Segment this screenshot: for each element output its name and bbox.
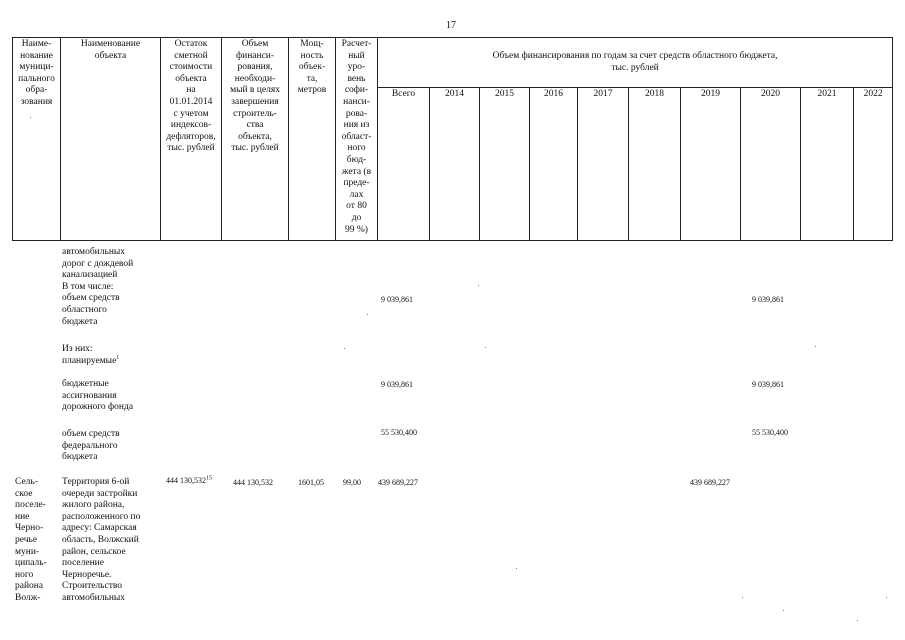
header-capacity: Мощ- ность объек- та, метров	[289, 38, 336, 241]
row-regional-budget-2020: 9 039,861	[752, 295, 784, 304]
header-year-2016: 2016	[530, 88, 578, 241]
header-year-2017: 2017	[578, 88, 629, 241]
header-year-2020: 2020	[741, 88, 801, 241]
row-planned-name: Из них: планируемые$^1$	[62, 344, 120, 366]
row-road-fund-name: бюджетные ассигнования дорожного фонда	[62, 379, 134, 413]
row-road-fund-2020: 9 039,861	[752, 380, 784, 389]
row-federal-budget-total: 55 530,400	[381, 428, 417, 437]
header-object-name: Наименование объекта	[61, 38, 161, 241]
header-year-2021: 2021	[801, 88, 854, 241]
scan-speck	[367, 314, 368, 315]
header-table	[12, 37, 893, 241]
row-2019: 439 689,227	[690, 478, 730, 487]
scan-speck	[478, 285, 479, 286]
scan-speck	[344, 348, 345, 349]
row-total: 439 689,227	[378, 478, 418, 487]
scan-speck	[886, 597, 887, 598]
row-funding-volume: 444 130,532	[233, 478, 273, 487]
scan-speck	[857, 620, 858, 621]
row-object-name: Территория 6-ой очереди застройки жилого района, расположенного по адресу: Самарская область, Волжский район, сельское поселение Черноречье. Строительство автомобильных	[62, 477, 141, 603]
scan-speck	[783, 610, 784, 611]
page-number: 17	[446, 20, 456, 31]
row-regional-budget-total: 9 039,861	[381, 295, 413, 304]
header-funding-by-years: Объем финансирования по годам за счет средств областного бюджета, тыс. рублей	[378, 38, 893, 88]
header-municipality: Наиме- нование муници- пального обра- зования	[13, 38, 61, 241]
header-funding-volume: Объем финанси- рования, необходи- мый в целях завершения строитель- ства объекта, тыс. рублей	[222, 38, 289, 241]
header-year-2022: 2022	[854, 88, 893, 241]
header-estimate-balance: Остаток сметной стоимости объекта на 01.01.2014 с учетом индексов- дефляторов, тыс. рублей	[161, 38, 222, 241]
row-federal-budget-name: объем средств федерального бюджета	[62, 429, 120, 463]
row-capacity: 1601,05	[298, 478, 324, 487]
scan-speck	[815, 346, 816, 347]
header-year-total: Всего	[378, 88, 430, 241]
row-municipality: Сель- ское поселе- ние Черно- речье муни- ципаль- ного района Волж-	[15, 477, 47, 603]
scan-speck	[30, 117, 31, 118]
row-road-fund-total: 9 039,861	[381, 380, 413, 389]
row-federal-budget-2020: 55 530,400	[752, 428, 788, 437]
header-cofinancing-level: Расчет- ный уро- вень софи- нанси- рова- ния из област- ного бюд- жета (в преде- лах от 80 до 99 %)	[336, 38, 378, 241]
scan-speck	[516, 568, 517, 569]
scan-speck	[742, 597, 743, 598]
header-year-2015: 2015	[480, 88, 530, 241]
scan-speck	[485, 347, 486, 348]
row-cofinancing-level: 99,00	[343, 478, 361, 487]
row-estimate-balance: 444 130,532$^{15}$	[166, 475, 212, 485]
row-regional-budget-name: автомобильных дорог с дождевой канализацией В том числе: объем средств областного бюджета	[62, 247, 134, 327]
header-year-2019: 2019	[681, 88, 741, 241]
header-year-2014: 2014	[430, 88, 480, 241]
header-year-2018: 2018	[629, 88, 681, 241]
